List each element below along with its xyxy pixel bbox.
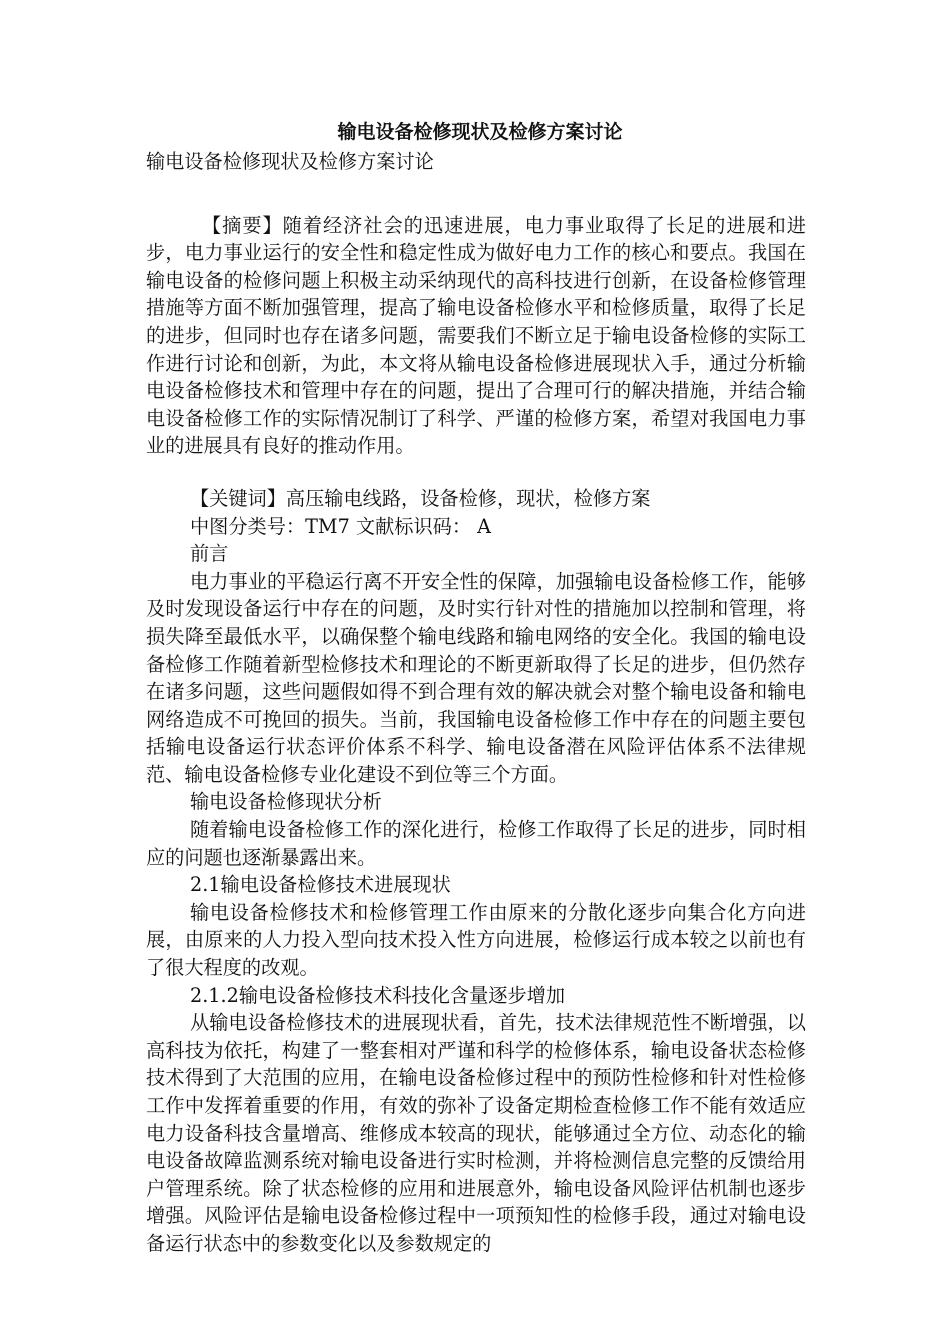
keywords-line: 【关键词】高压输电线路，设备检修，现状，检修方案 bbox=[190, 486, 651, 510]
section-heading: 输电设备检修现状分析 bbox=[190, 790, 382, 814]
abstract-paragraph: 【摘要】随着经济社会的迅速进展，电力事业取得了长足的进展和进步，电力事业运行的安全性和稳定性成为做好电力工作的核心和要点。我国在输电设备的检修问题上积极主动采纳现代的高科技进行创新，在设备检修管理措施等方面不断加强管理，提高了输电设备检修水平和检修质量，取得了长足的进步，但同时也存在诸多问题，需要我们不断立足于输电设备检修的实际工作进行讨论和创新，为此，本文将从输电设备检修进展现状入手，通过分析输电设备检修技术和管理中存在的问题，提出了合理可行的解决措施，并结合输电设备检修工作的实际情况制订了科学、严谨的检修方案，希望对我国电力事业的进展具有良好的推动作用。 bbox=[146, 213, 806, 458]
preface-paragraph: 电力事业的平稳运行离不开安全性的保障，加强输电设备检修工作，能够及时发现设备运行中存在的问题，及时实行针对性的措施加以控制和管理，将损失降至最低水平，以确保整个输电线路和输电网络的安全化。我国的输电设备检修工作随着新型检修技术和理论的不断更新取得了长足的进步，但仍然存在诸多问题，这些问题假如得不到合理有效的解决就会对整个输电设备和输电网络造成不可挽回的损失。当前，我国输电设备检修工作中存在的问题主要包括输电设备运行状态评价体系不科学、输电设备潜在风险评估体系不法律规范、输电设备检修专业化建设不到位等三个方面。 bbox=[146, 569, 806, 786]
subsection-paragraph-2-1: 输电设备检修技术和检修管理工作由原来的分散化逐步向集合化方向进展，由原来的人力投入型向技术投入性方向进展，检修运行成本较之以前也有了很大程度的改观。 bbox=[146, 900, 806, 980]
classification-line: 中图分类号：TM7 文献标识码： A bbox=[190, 514, 491, 538]
document-page bbox=[146, 118, 806, 1258]
document-title: 输电设备检修现状及检修方案讨论 bbox=[337, 121, 623, 143]
document-subtitle: 输电设备检修现状及检修方案讨论 bbox=[146, 150, 434, 173]
section-paragraph: 随着输电设备检修工作的深化进行，检修工作取得了长足的进步，同时相应的问题也逐渐暴露出来。 bbox=[146, 818, 806, 869]
subsection-heading-2-1-2: 2.1.2输电设备检修技术科技化含量逐步增加 bbox=[190, 983, 566, 1007]
preface-heading: 前言 bbox=[190, 542, 229, 566]
subsection-heading-2-1: 2.1输电设备检修技术进展现状 bbox=[190, 873, 451, 897]
subsection-paragraph-2-1-2: 从输电设备检修技术的进展现状看，首先，技术法律规范性不断增强，以高科技为依托，构建了一整套相对严谨和科学的检修体系，输电设备状态检修技术得到了大范围的应用，在输电设备检修过程中的预防性检修和针对性检修工作中发挥着重要的作用，有效的弥补了设备定期检查检修工作不能有效适应电力设备科技含量增高、维修成本较高的现状，能够通过全方位、动态化的输电设备故障监测系统对输电设备进行实时检测，并将检测信息完整的反馈给用户管理系统。除了状态检修的应用和进展意外，输电设备风险评估机制也逐步增强。风险评估是输电设备检修过程中一项预知性的检修手段，通过对输电设备运行状态中的参数变化以及参数规定的 bbox=[146, 1011, 806, 1255]
